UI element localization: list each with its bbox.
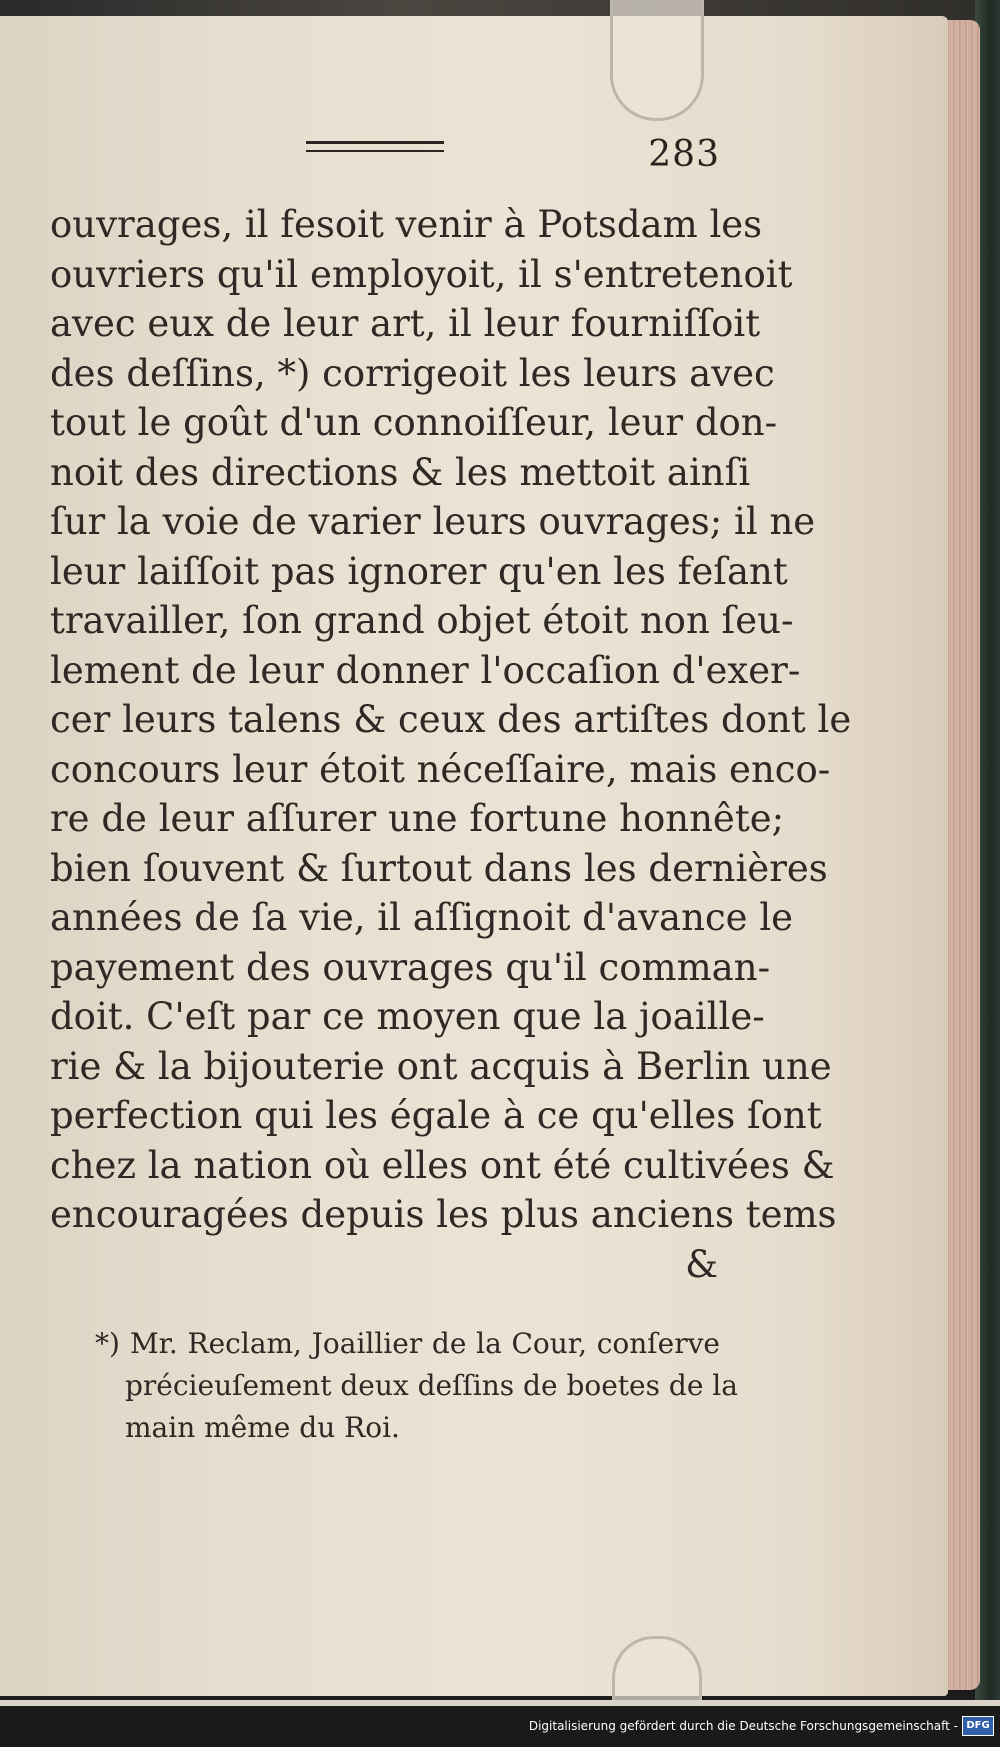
page-number: 283 (648, 134, 720, 175)
digitization-credit: Digitalisierung gefördert durch die Deutsche Forschungsgemeinschaft - (528, 1719, 958, 1733)
text-line: travailler, ſon grand objet étoit non ſeu- (50, 599, 794, 642)
text-line: ouvrages, il fesoit venir à Potsdam les (50, 203, 763, 246)
dfg-logo: DFG (962, 1716, 994, 1736)
text-line: encouragées depuis les plus anciens tems (50, 1193, 837, 1236)
footnote-line (95, 1323, 720, 1365)
text-line: leur laiſſoit pas ignorer qu'en les feſant (50, 549, 788, 593)
text-line: tout le goût d'un connoiſſeur, leur don- (50, 401, 778, 444)
page-clip-top (610, 0, 704, 121)
text-line: re de leur aſſurer une fortune honnête; (50, 797, 785, 840)
footnote-line: précieuſement deux deſſins de boetes de la (125, 1369, 738, 1402)
page-clip-bottom (612, 1636, 702, 1709)
text-line: années de ſa vie, il aſſignoit d'avance le (50, 896, 794, 939)
text-line: doit. C'eſt par ce moyen que la joaille- (50, 995, 765, 1038)
main-text-block (50, 200, 852, 1289)
text-line: payement des ouvrages qu'il comman- (50, 945, 771, 989)
footnote-line: main même du Roi. (125, 1411, 400, 1444)
catchword: & (685, 1242, 718, 1286)
text-line: perfection qui les égale à ce qu'elles ſont (50, 1094, 822, 1137)
footnote-text: Mr. Reclam, Joaillier de la Cour, conſerve (129, 1327, 720, 1360)
text-line: noit des directions & les mettoit ainſi (50, 450, 751, 494)
footnote-marker: *) (95, 1327, 120, 1360)
text-line: chez la nation où elles ont été cultivées & (50, 1143, 835, 1187)
header-ornament-rule (306, 141, 444, 152)
text-line: lement de leur donner l'occaſion d'exer- (50, 648, 801, 692)
text-line: des deſſins, *) corrigeoit les leurs avec (50, 351, 775, 395)
text-line: ouvriers qu'il employoit, il s'entretenoit (50, 252, 793, 296)
text-line: bien ſouvent & ſurtout dans les dernières (50, 846, 828, 890)
text-line: rie & la bijouterie ont acquis à Berlin une (50, 1044, 832, 1088)
text-line: cer leurs talens & ceux des artiſtes dont le (50, 698, 852, 741)
text-line: concours leur étoit néceſſaire, mais enco- (50, 747, 831, 791)
text-line: avec eux de leur art, il leur fourniſſoit (50, 302, 761, 345)
text-line: ſur la voie de varier leurs ouvrages; il ne (50, 500, 816, 543)
footnote (95, 1323, 738, 1449)
